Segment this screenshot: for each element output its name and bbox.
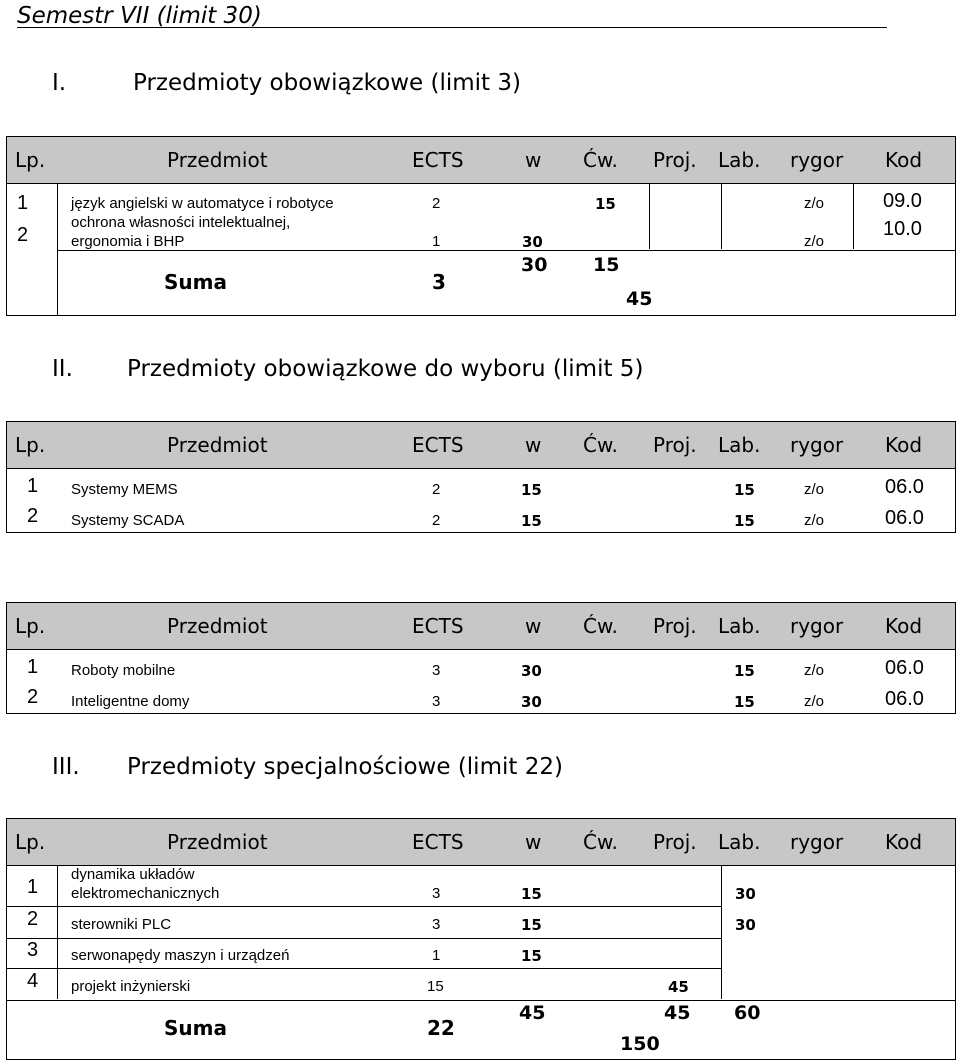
table-row-w: 30 (521, 662, 542, 680)
table-row-lp: 2 (27, 505, 39, 527)
table-row-rygor: z/o (804, 662, 825, 679)
table-row-ects: 3 (432, 662, 441, 679)
header-lp: Lp. (15, 614, 46, 638)
table-row-subject: Systemy MEMS (71, 481, 178, 498)
table-row-rygor: z/o (804, 233, 825, 250)
header-proj: Proj. (653, 614, 697, 638)
page-title: Semestr VII (limit 30) (17, 3, 262, 29)
sum-label: Suma (164, 270, 227, 294)
sum-w: 45 (519, 1002, 546, 1024)
header-przedmiot: Przedmiot (167, 433, 268, 457)
header-przedmiot: Przedmiot (167, 830, 268, 854)
section-2-roman: II. (52, 356, 73, 382)
section-2-title: Przedmioty obowiązkowe do wyboru (limit 5) (127, 356, 644, 382)
table-row-lab: 30 (735, 916, 756, 934)
table-2a-body (6, 469, 956, 533)
title-underline (17, 27, 887, 28)
header-kod: Kod (885, 614, 923, 638)
header-rygor: rygor (790, 433, 844, 457)
sum-cw: 15 (593, 254, 620, 276)
table-row-rygor: z/o (804, 512, 825, 529)
header-lp: Lp. (15, 830, 46, 854)
header-kod: Kod (885, 433, 923, 457)
table-row-subject: Inteligentne domy (71, 693, 190, 710)
header-proj: Proj. (653, 830, 697, 854)
header-lab: Lab. (718, 614, 761, 638)
header-cw: Ćw. (583, 433, 618, 457)
table-3-body (6, 866, 956, 1060)
header-proj: Proj. (653, 433, 697, 457)
section-1-roman: I. (52, 70, 67, 96)
header-przedmiot: Przedmiot (167, 148, 268, 172)
table-row-w: 30 (522, 233, 543, 251)
table-row-ects: 2 (432, 195, 441, 212)
sum-ects: 3 (432, 270, 446, 294)
table-row-subject: sterowniki PLC (71, 916, 172, 933)
table-row-ects: 1 (432, 233, 441, 250)
table-row-ects: 3 (432, 693, 441, 710)
table-row-kod: 06.0 (885, 657, 924, 679)
header-lab: Lab. (718, 433, 761, 457)
table-row-lp: 1 (27, 656, 39, 678)
table-row-cw: 15 (595, 195, 616, 213)
table-row-w: 15 (521, 512, 542, 530)
sum-w: 30 (521, 254, 548, 276)
table-row-proj: 45 (668, 978, 689, 996)
header-przedmiot: Przedmiot (167, 614, 268, 638)
table-row-kod: 06.0 (885, 476, 924, 498)
table-3-header (6, 818, 956, 866)
sum-total: 150 (620, 1033, 660, 1055)
table-row-kod: 06.0 (885, 507, 924, 529)
table-row-kod: 09.0 (883, 190, 922, 212)
header-ects: ECTS (412, 614, 464, 638)
sum-total: 45 (626, 288, 653, 310)
header-w: w (525, 614, 542, 638)
table-row-lp: 4 (27, 970, 39, 992)
table-row-w: 15 (521, 947, 542, 965)
sum-lab: 60 (734, 1002, 761, 1024)
sum-proj: 45 (664, 1002, 691, 1024)
table-row-lp: 1 (27, 876, 39, 898)
table-row-ects: 3 (432, 885, 441, 902)
table-row-lab: 15 (734, 693, 755, 711)
table-row-w: 30 (521, 693, 542, 711)
sum-ects: 22 (427, 1016, 455, 1040)
header-ects: ECTS (412, 433, 464, 457)
header-rygor: rygor (790, 614, 844, 638)
table-1-header (6, 136, 956, 184)
table-row-lp: 2 (17, 224, 29, 246)
table-2b-header (6, 602, 956, 650)
table-row-ects: 1 (432, 947, 441, 964)
header-rygor: rygor (790, 148, 844, 172)
table-row-lp: 1 (27, 475, 39, 497)
header-w: w (525, 433, 542, 457)
table-row-lp: 3 (27, 939, 39, 961)
table-row-ects: 2 (432, 512, 441, 529)
header-proj: Proj. (653, 148, 697, 172)
header-cw: Ćw. (583, 614, 618, 638)
table-row-subject: Roboty mobilne (71, 662, 176, 679)
table-row-ects: 15 (427, 978, 444, 995)
table-row-subject-line2: elektromechanicznych (71, 885, 220, 902)
table-row-lab: 30 (735, 885, 756, 903)
table-1-body (6, 184, 956, 316)
header-kod: Kod (885, 148, 923, 172)
header-rygor: rygor (790, 830, 844, 854)
table-row-subject: język angielski w automatyce i robotyce (71, 195, 334, 212)
header-w: w (525, 148, 542, 172)
table-row-lp: 2 (27, 908, 39, 930)
header-cw: Ćw. (583, 830, 618, 854)
header-lp: Lp. (15, 433, 46, 457)
table-row-lp: 1 (17, 192, 29, 214)
header-cw: Ćw. (583, 148, 618, 172)
table-2b-body (6, 650, 956, 714)
table-row-rygor: z/o (804, 693, 825, 710)
table-row-kod: 10.0 (883, 218, 922, 240)
table-row-subject: serwonapędy maszyn i urządzeń (71, 947, 290, 964)
table-row-rygor: z/o (804, 195, 825, 212)
sum-label: Suma (164, 1016, 227, 1040)
table-row-subject: projekt inżynierski (71, 978, 191, 995)
header-lp: Lp. (15, 148, 46, 172)
header-lab: Lab. (718, 830, 761, 854)
table-row-subject-line2: ergonomia i BHP (71, 233, 185, 250)
section-3-roman: III. (52, 754, 80, 780)
table-row-w: 15 (521, 916, 542, 934)
table-row-rygor: z/o (804, 481, 825, 498)
section-3-title: Przedmioty specjalnościowe (limit 22) (127, 754, 563, 780)
header-ects: ECTS (412, 148, 464, 172)
table-row-kod: 06.0 (885, 688, 924, 710)
table-2a-header (6, 421, 956, 469)
table-row-lab: 15 (734, 481, 755, 499)
table-row-w: 15 (521, 885, 542, 903)
table-row-w: 15 (521, 481, 542, 499)
header-lab: Lab. (718, 148, 761, 172)
header-kod: Kod (885, 830, 923, 854)
table-row-lab: 15 (734, 512, 755, 530)
table-row-subject: Systemy SCADA (71, 512, 185, 529)
table-row-subject-line1: ochrona własności intelektualnej, (71, 214, 291, 231)
table-row-subject-line1: dynamika układów (71, 866, 195, 883)
table-row-ects: 3 (432, 916, 441, 933)
header-ects: ECTS (412, 830, 464, 854)
table-row-lp: 2 (27, 686, 39, 708)
table-row-lab: 15 (734, 662, 755, 680)
table-row-ects: 2 (432, 481, 441, 498)
section-1-title: Przedmioty obowiązkowe (limit 3) (133, 70, 521, 96)
header-w: w (525, 830, 542, 854)
